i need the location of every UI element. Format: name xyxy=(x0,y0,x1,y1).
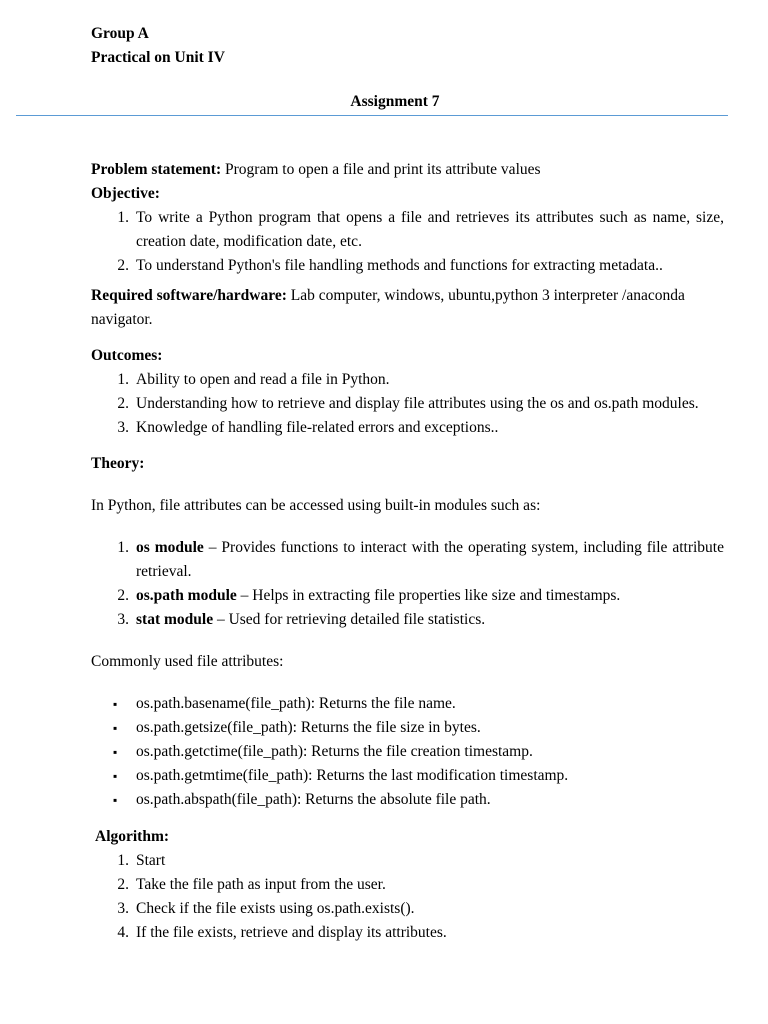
bullet-icon: ▪ xyxy=(113,697,118,711)
outcome-item xyxy=(91,416,724,440)
outcome-item-text: Understanding how to retrieve and display file attributes using the os and os.path modules. xyxy=(136,395,699,412)
module-desc: – Helps in extracting file properties like size and timestamps. xyxy=(236,587,621,604)
theory-intro: In Python, file attributes can be accessed using built-in modules such as: xyxy=(91,497,541,514)
module-item xyxy=(91,584,724,608)
list-number: 2. xyxy=(117,257,129,274)
assignment-title: Assignment 7 xyxy=(350,93,440,110)
attribute-item-text: os.path.abspath(file_path): Returns the absolute file path. xyxy=(136,791,491,808)
attribute-item xyxy=(91,740,724,764)
attribute-item-text: os.path.basename(file_path): Returns the file name. xyxy=(136,695,456,712)
algorithm-step-text: Check if the file exists using os.path.exists(). xyxy=(136,900,415,917)
attribute-item xyxy=(91,716,724,740)
attribute-item xyxy=(91,764,724,788)
attribute-item-text: os.path.getsize(file_path): Returns the file size in bytes. xyxy=(136,719,481,736)
algorithm-step xyxy=(91,921,724,945)
algorithm-step-text: Take the file path as input from the user. xyxy=(136,876,386,893)
module-name: stat module xyxy=(136,611,214,628)
problem-statement xyxy=(91,158,724,182)
objective-heading xyxy=(91,182,724,206)
algorithm-heading xyxy=(91,825,724,849)
software-text: Lab computer, windows, ubuntu,python 3 interpreter /anaconda navigator. xyxy=(91,287,685,328)
group-heading: Group A xyxy=(91,25,149,42)
bullet-icon: ▪ xyxy=(113,793,118,807)
algorithm-step xyxy=(91,849,724,873)
attribute-item-text: os.path.getctime(file_path): Returns the file creation timestamp. xyxy=(136,743,533,760)
module-desc: – Used for retrieving detailed file statistics. xyxy=(213,611,486,628)
list-number: 3. xyxy=(117,611,129,628)
document-body xyxy=(91,158,724,945)
list-number: 2. xyxy=(117,587,129,604)
attribute-item xyxy=(91,692,724,716)
outcome-item xyxy=(91,392,724,416)
list-number: 2. xyxy=(117,876,129,893)
objective-heading-text: Objective: xyxy=(91,185,160,202)
algorithm-heading-text: Algorithm: xyxy=(95,828,170,845)
list-number: 1. xyxy=(117,209,129,226)
algorithm-step-text: If the file exists, retrieve and display its attributes. xyxy=(136,924,447,941)
module-name: os module xyxy=(136,539,204,556)
list-number: 3. xyxy=(117,900,129,917)
problem-label: Problem statement: xyxy=(91,161,222,178)
objective-item xyxy=(91,254,724,278)
algorithm-step-text: Start xyxy=(136,852,166,869)
outcome-item-text: Knowledge of handling file-related errors and exceptions.. xyxy=(136,419,499,436)
algorithm-step xyxy=(91,897,724,921)
attribute-item xyxy=(91,788,724,812)
bullet-icon: ▪ xyxy=(113,721,118,735)
module-name: os.path module xyxy=(136,587,237,604)
outcomes-heading xyxy=(91,344,724,368)
module-item-text xyxy=(136,584,724,608)
outcome-item-text: Ability to open and read a file in Python. xyxy=(136,371,390,388)
unit-heading: Practical on Unit IV xyxy=(91,49,225,66)
list-number: 3. xyxy=(117,419,129,436)
module-item-text xyxy=(136,536,724,584)
title-divider xyxy=(16,115,728,116)
module-item xyxy=(91,536,724,584)
bullet-icon: ▪ xyxy=(113,745,118,759)
bullet-icon: ▪ xyxy=(113,769,118,783)
list-number: 1. xyxy=(117,539,129,556)
algorithm-step xyxy=(91,873,724,897)
outcome-item xyxy=(91,368,724,392)
attribute-item-text: os.path.getmtime(file_path): Returns the last modification timestamp. xyxy=(136,767,569,784)
software-requirements xyxy=(91,284,724,332)
theory-heading-text: Theory: xyxy=(91,455,145,472)
list-number: 1. xyxy=(117,371,129,388)
objective-item-text: To write a Python program that opens a file and retrieves its attributes such as name, size, creation date, modification date, etc. xyxy=(136,209,724,250)
software-label: Required software/hardware: xyxy=(91,287,287,304)
outcomes-heading-text: Outcomes: xyxy=(91,347,163,364)
problem-text: Program to open a file and print its attribute values xyxy=(221,161,541,178)
theory-heading xyxy=(91,452,724,476)
list-number: 4. xyxy=(117,924,129,941)
module-desc: – Provides functions to interact with the operating system, including file attribute retrieval. xyxy=(136,539,724,580)
list-number: 2. xyxy=(117,395,129,412)
list-number: 1. xyxy=(117,852,129,869)
module-item-text xyxy=(136,608,724,632)
common-attributes-intro: Commonly used file attributes: xyxy=(91,653,284,670)
module-item xyxy=(91,608,724,632)
objective-item xyxy=(91,206,724,254)
objective-item-text: To understand Python's file handling methods and functions for extracting metadata.. xyxy=(136,257,663,274)
